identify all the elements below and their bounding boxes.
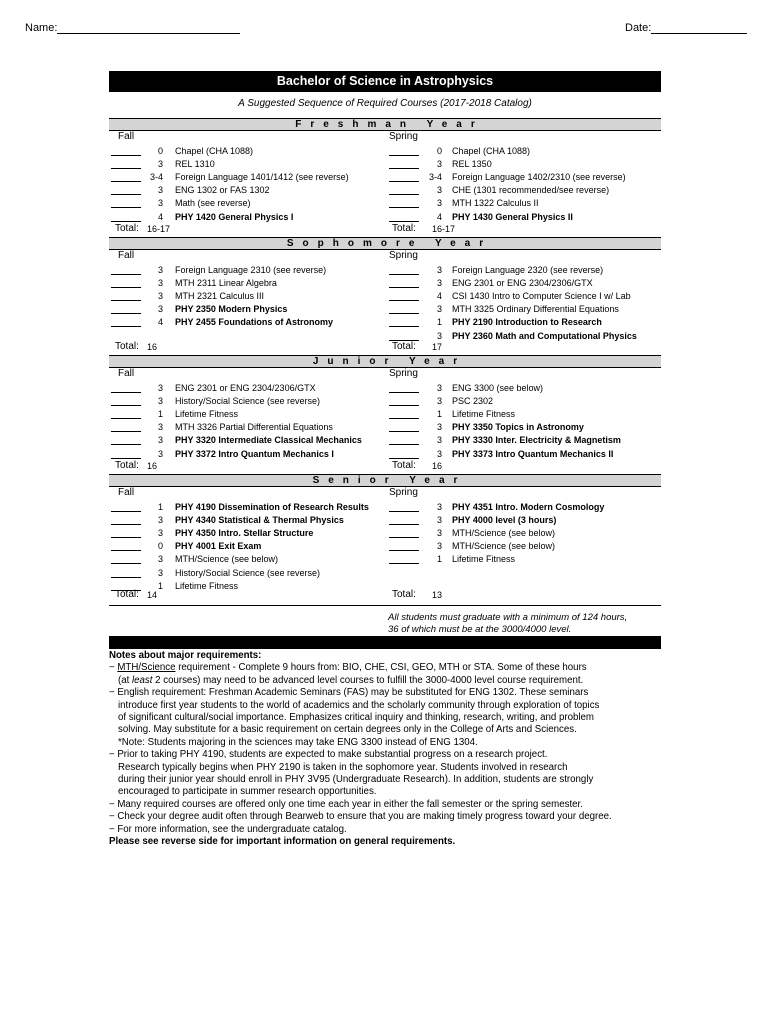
course-hours: 3 bbox=[436, 278, 442, 289]
course-name: PHY 2360 Math and Computational Physics bbox=[452, 330, 637, 341]
note-english-line: − English requirement: Freshman Academic Seminars (FAS) may be substituted for ENG 1302. These seminars bbox=[109, 687, 589, 699]
course-grid-bottom-rule bbox=[109, 605, 661, 606]
course-name: PHY 1420 General Physics I bbox=[175, 211, 294, 222]
year-label: Freshman Year bbox=[295, 119, 484, 130]
course-name: PHY 2455 Foundations of Astronomy bbox=[175, 317, 334, 328]
spring-label: Spring bbox=[389, 368, 418, 379]
year-label: Senior Year bbox=[312, 475, 467, 486]
year-label: Sophomore Year bbox=[286, 238, 493, 249]
spring-total-label: Total: bbox=[392, 341, 416, 352]
year-header-bar bbox=[109, 474, 661, 487]
fall-label: Fall bbox=[118, 131, 135, 142]
course-name: PHY 4001 Exit Exam bbox=[175, 541, 262, 552]
course-hours: 3 bbox=[436, 396, 442, 407]
course-hours: 3 bbox=[157, 396, 163, 407]
spring-total-value: 17 bbox=[432, 342, 443, 352]
spring-course-check-blank[interactable] bbox=[389, 159, 419, 169]
name-input-line[interactable] bbox=[57, 22, 240, 34]
spring-total-value: 13 bbox=[432, 590, 443, 600]
spring-total-label: Total: bbox=[392, 589, 416, 600]
course-name: PHY 2190 Introduction to Research bbox=[452, 317, 602, 328]
course-name: MTH/Science (see below) bbox=[175, 554, 279, 565]
notes-heading: Notes about major requirements: bbox=[109, 650, 262, 661]
page-subtitle: A Suggested Sequence of Required Courses (2017-2018 Catalog) bbox=[238, 98, 532, 109]
course-hours: 3 bbox=[436, 185, 442, 196]
course-name: PHY 3330 Inter. Electricity & Magnetism bbox=[452, 435, 621, 446]
fall-total-value: 16 bbox=[147, 342, 158, 352]
spring-course-check-blank[interactable] bbox=[389, 304, 419, 314]
course-hours: 3 bbox=[157, 291, 163, 302]
spring-label: Spring bbox=[389, 250, 418, 261]
course-hours: 3 bbox=[436, 502, 442, 512]
note-mth-science-term: MTH/Science bbox=[117, 662, 176, 674]
year-header-bar bbox=[109, 118, 661, 131]
name-label: Name: bbox=[25, 22, 58, 34]
year-header-bar bbox=[109, 355, 661, 368]
spring-course-check-blank[interactable] bbox=[389, 146, 419, 156]
course-name: MTH/Science (see below) bbox=[452, 541, 556, 552]
fall-label: Fall bbox=[118, 250, 135, 261]
name-field-row bbox=[25, 22, 240, 34]
course-hours: 3 bbox=[436, 198, 442, 209]
course-hours: 0 bbox=[436, 146, 442, 156]
spring-course-check-blank[interactable] bbox=[389, 317, 419, 327]
course-hours: 1 bbox=[157, 580, 163, 591]
note-text: requirement - Complete 9 hours from: BIO, CHE, CSI, GEO, MTH or STA. Some of these hours bbox=[175, 662, 587, 674]
course-name: MTH 3325 Ordinary Differential Equations bbox=[452, 304, 619, 315]
course-name: PHY 1430 General Physics II bbox=[452, 211, 573, 222]
course-hours: 3 bbox=[157, 383, 163, 393]
fall-label: Fall bbox=[118, 487, 135, 498]
course-hours: 3 bbox=[157, 567, 163, 578]
spring-course-check-blank[interactable] bbox=[389, 554, 419, 564]
course-hours: 3 bbox=[436, 448, 442, 459]
course-hours: 3 bbox=[436, 383, 442, 393]
notes-divider-bar bbox=[109, 636, 661, 649]
course-hours: 1 bbox=[157, 502, 163, 512]
course-name: MTH 2321 Calculus III bbox=[175, 291, 265, 302]
note-english-line: solving. May substitute for a basic requirement on certain degrees only in the College of Arts and Sciences. bbox=[118, 724, 577, 736]
course-hours: 1 bbox=[436, 317, 442, 328]
spring-course-check-blank[interactable] bbox=[389, 383, 419, 393]
spring-course-check-blank[interactable] bbox=[389, 422, 419, 432]
course-name: PSC 2302 bbox=[452, 396, 494, 407]
course-name: Foreign Language 1402/2310 (see reverse) bbox=[452, 172, 626, 183]
fall-label: Fall bbox=[118, 368, 135, 379]
course-name: Chapel (CHA 1088) bbox=[175, 146, 254, 156]
course-hours: 3-4 bbox=[428, 172, 442, 183]
course-name: PHY 3373 Intro Quantum Mechanics II bbox=[452, 448, 614, 459]
fall-total-label: Total: bbox=[115, 341, 139, 352]
notes-section bbox=[109, 650, 669, 849]
course-hours: 3 bbox=[157, 515, 163, 526]
course-hours: 3 bbox=[436, 435, 442, 446]
course-hours: 3 bbox=[157, 304, 163, 315]
note-research-line: encouraged to participate in summer research opportunities. bbox=[118, 786, 377, 798]
course-name: PHY 4350 Intro. Stellar Structure bbox=[175, 528, 314, 539]
spring-course-check-blank[interactable] bbox=[389, 172, 419, 182]
spring-total-value: 16 bbox=[432, 461, 443, 471]
spring-course-check-blank[interactable] bbox=[389, 265, 419, 275]
course-hours: 1 bbox=[436, 554, 442, 565]
course-name: REL 1350 bbox=[452, 159, 492, 170]
note-english-line: *Note: Students majoring in the sciences may take ENG 3300 instead of ENG 1304. bbox=[118, 736, 478, 748]
spring-course-check-blank[interactable] bbox=[389, 515, 419, 525]
date-input-line[interactable] bbox=[651, 22, 747, 34]
course-hours: 3 bbox=[157, 159, 163, 170]
notes-closing: Please see reverse side for important information on general requirements. bbox=[109, 836, 456, 848]
note-text: (at bbox=[118, 674, 132, 686]
spring-course-check-blank[interactable] bbox=[389, 435, 419, 445]
note-research-line: − Prior to taking PHY 4190, students are expected to make substantial progress on a research project. bbox=[109, 749, 548, 761]
course-name: Foreign Language 2310 (see reverse) bbox=[175, 265, 327, 275]
spring-course-check-blank[interactable] bbox=[389, 331, 419, 341]
course-name: PHY 4000 level (3 hours) bbox=[452, 515, 557, 526]
course-name: History/Social Science (see reverse) bbox=[175, 567, 321, 578]
course-hours: 3 bbox=[436, 330, 442, 341]
course-name: MTH 3326 Partial Differential Equations bbox=[175, 422, 333, 433]
course-name: Chapel (CHA 1088) bbox=[452, 146, 531, 156]
spring-label: Spring bbox=[389, 487, 418, 498]
course-hours: 3 bbox=[157, 265, 163, 275]
course-name: Lifetime Fitness bbox=[452, 409, 516, 420]
course-name: MTH 2311 Linear Algebra bbox=[175, 278, 277, 289]
note-mth-science bbox=[109, 662, 669, 674]
course-hours: 3 bbox=[157, 528, 163, 539]
year-label: Junior Year bbox=[312, 356, 467, 367]
course-name: Lifetime Fitness bbox=[452, 554, 516, 565]
course-hours: 3 bbox=[157, 278, 163, 289]
spring-course-check-blank[interactable] bbox=[389, 528, 419, 538]
note-dash: − bbox=[109, 662, 118, 674]
spring-course-check-blank[interactable] bbox=[389, 212, 419, 222]
course-name: Foreign Language 1401/1412 (see reverse) bbox=[175, 172, 349, 183]
course-hours: 3 bbox=[436, 528, 442, 539]
course-name: PHY 4340 Statistical & Thermal Physics bbox=[175, 515, 344, 526]
note-offerings: − Many required courses are offered only one time each year in either the fall semester or the spring semester. bbox=[109, 798, 583, 810]
course-hours: 3 bbox=[157, 422, 163, 433]
note-research-line: during their junior year should enroll in PHY 3V95 (Undergraduate Research). In addition, students are strongly bbox=[118, 774, 594, 786]
spring-label: Spring bbox=[389, 131, 418, 142]
course-name: ENG 2301 or ENG 2304/2306/GTX bbox=[175, 383, 316, 393]
course-hours: 4 bbox=[436, 291, 442, 302]
course-name: CHE (1301 recommended/see reverse) bbox=[452, 185, 610, 196]
spring-course-check-blank[interactable] bbox=[389, 502, 419, 512]
course-name: ENG 2301 or ENG 2304/2306/GTX bbox=[452, 278, 593, 289]
note-degree-audit: − Check your degree audit often through Bearweb to ensure that you are making timely progress toward your degree. bbox=[109, 811, 612, 823]
course-hours: 1 bbox=[157, 409, 163, 420]
spring-course-check-blank[interactable] bbox=[389, 396, 419, 406]
page-title: Bachelor of Science in Astrophysics bbox=[109, 71, 661, 92]
course-name: ENG 1302 or FAS 1302 bbox=[175, 185, 270, 196]
course-name: PHY 2350 Modern Physics bbox=[175, 304, 288, 315]
graduation-note-line: 36 of which must be at the 3000/4000 level. bbox=[388, 624, 572, 635]
course-name: PHY 3372 Intro Quantum Mechanics I bbox=[175, 448, 334, 459]
date-field-row bbox=[625, 22, 747, 34]
course-hours: 4 bbox=[157, 317, 163, 328]
course-hours: 3 bbox=[157, 198, 163, 209]
course-name: REL 1310 bbox=[175, 159, 215, 170]
spring-course-check-blank[interactable] bbox=[389, 409, 419, 419]
course-name: PHY 3350 Topics in Astronomy bbox=[452, 422, 584, 433]
spring-total-label: Total: bbox=[392, 223, 416, 234]
course-name: History/Social Science (see reverse) bbox=[175, 396, 321, 407]
course-hours: 3-4 bbox=[149, 172, 163, 183]
note-text: 2 courses) may need to be advanced level courses to fulfill the 3000-4000 level course requirement. bbox=[152, 674, 584, 686]
course-hours: 3 bbox=[436, 515, 442, 526]
graduation-note-line: All students must graduate with a minimum of 124 hours, bbox=[388, 612, 628, 623]
note-english-line: introduce first year students to the world of academics and the scholarly community through exploration of topics bbox=[118, 699, 600, 711]
course-hours: 3 bbox=[436, 541, 442, 552]
spring-course-check-blank[interactable] bbox=[389, 291, 419, 301]
fall-total-label: Total: bbox=[115, 223, 139, 234]
fall-total-value: 14 bbox=[147, 590, 158, 600]
course-name: Math (see reverse) bbox=[175, 198, 251, 209]
course-name: PHY 4190 Dissemination of Research Results bbox=[175, 502, 369, 512]
course-hours: 3 bbox=[157, 185, 163, 196]
spring-course-check-blank[interactable] bbox=[389, 198, 419, 208]
course-name: Foreign Language 2320 (see reverse) bbox=[452, 265, 604, 275]
note-catalog: − For more information, see the undergraduate catalog. bbox=[109, 823, 347, 835]
date-label: Date: bbox=[625, 22, 652, 34]
course-hours: 3 bbox=[436, 304, 442, 315]
course-hours: 4 bbox=[157, 211, 163, 222]
course-name: CSI 1430 Intro to Computer Science I w/ Lab bbox=[452, 291, 631, 302]
fall-total-label: Total: bbox=[115, 460, 139, 471]
course-hours: 0 bbox=[157, 146, 163, 156]
year-header-bar bbox=[109, 237, 661, 250]
spring-total-label: Total: bbox=[392, 460, 416, 471]
course-hours: 3 bbox=[157, 448, 163, 459]
course-name: MTH 1322 Calculus II bbox=[452, 198, 539, 209]
note-mth-science-cont bbox=[109, 675, 669, 687]
course-hours: 3 bbox=[436, 159, 442, 170]
course-hours: 4 bbox=[436, 211, 442, 222]
course-hours: 3 bbox=[436, 265, 442, 275]
course-name: Lifetime Fitness bbox=[175, 409, 239, 420]
graduation-note bbox=[388, 612, 627, 636]
course-hours: 3 bbox=[436, 422, 442, 433]
note-emphasis: least bbox=[132, 674, 153, 686]
course-hours: 0 bbox=[157, 541, 163, 552]
spring-total-value: 16-17 bbox=[432, 224, 456, 234]
course-name: Lifetime Fitness bbox=[175, 580, 239, 591]
course-hours: 3 bbox=[157, 554, 163, 565]
fall-total-value: 16-17 bbox=[147, 224, 171, 234]
spring-course-check-blank[interactable] bbox=[389, 278, 419, 288]
fall-total-value: 16 bbox=[147, 461, 158, 471]
course-name: PHY 4351 Intro. Modern Cosmology bbox=[452, 502, 605, 512]
course-hours: 1 bbox=[436, 409, 442, 420]
course-name: ENG 3300 (see below) bbox=[452, 383, 544, 393]
fall-total-label: Total: bbox=[115, 589, 139, 600]
spring-course-check-blank[interactable] bbox=[389, 541, 419, 551]
course-name: PHY 3320 Intermediate Classical Mechanics bbox=[175, 435, 362, 446]
note-research-line: Research typically begins when PHY 2190 is taken in the sophomore year. Students involved in research bbox=[118, 761, 568, 773]
spring-course-check-blank[interactable] bbox=[389, 449, 419, 459]
course-hours: 3 bbox=[157, 435, 163, 446]
course-name: MTH/Science (see below) bbox=[452, 528, 556, 539]
note-english-line: of significant cultural/social importance. Emphasizes critical inquiry and thinking, research, writing, and problem bbox=[118, 712, 594, 724]
spring-course-check-blank[interactable] bbox=[389, 185, 419, 195]
